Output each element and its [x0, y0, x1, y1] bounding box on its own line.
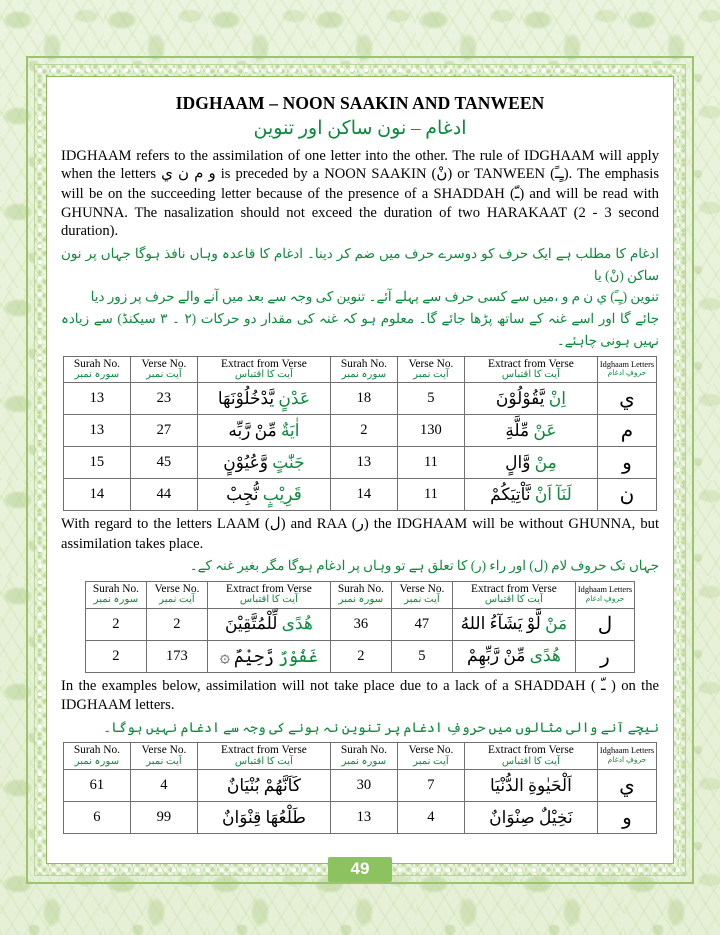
intro-text-5: ) and will be read with GHUNNA. The nasalization should not exceed the duration of two HARAKAAT (2 - 3 second duration). [61, 185, 659, 240]
cell-surah-right: 2 [330, 415, 397, 447]
cell-extract-left: طَلْعُهَا قِنْوَانٌ [197, 802, 330, 834]
col-header-idghaam-letters: Idghaam Letters حروفِ ادغام [597, 743, 656, 770]
cell-verse-right: 7 [397, 770, 464, 802]
cell-extract-right: عَنْ مِّلَّةِ [464, 415, 597, 447]
cell-surah-right: 13 [330, 447, 397, 479]
cell-verse-right: 47 [391, 608, 452, 640]
bottom-note-urdu: نیچے آنے والی مثالوں میں حروفِ ادغام پر تنوین نہ ہونے کی وجہ سے ادغام نہیں ہوگا۔ [103, 719, 659, 735]
intro-urdu-line-3: جائے گا اور اسے غنہ کے ساتھ پڑھا جائے گا۔ معلوم ہو کہ غنہ کی مقدار دو حرکات (۲ ۔ ۳ سیکنڈ) سے زیادہ نہیں ہونی چاہئے۔ [61, 311, 659, 348]
intro-paragraph-english [61, 147, 659, 241]
cell-surah-left: 2 [85, 608, 146, 640]
col-header-extract-left: Extract from Verse آیت کا اقتباس [207, 582, 330, 609]
cell-extract-right: مِنْ وَّالٍ [464, 447, 597, 479]
table-row [85, 608, 634, 640]
col-header-verse-right: Verse No. آیت نمبر [397, 743, 464, 770]
cell-extract-right: اِنْ يَّقُوْلُوْنَ [464, 383, 597, 415]
table-row [63, 802, 656, 834]
col-header-extract-right: Extract from Verse آیت کا اقتباس [464, 356, 597, 383]
idghaam-letters-inline: و م ن ي [161, 166, 216, 183]
cell-surah-left: 2 [85, 640, 146, 672]
cell-idghaam-letter: و [597, 447, 656, 479]
cell-verse-right: 5 [391, 640, 452, 672]
cell-extract-left: كَاَنَّهُمْ بُنْيَانٌ [197, 770, 330, 802]
cell-verse-left: 23 [130, 383, 197, 415]
decorative-frame-ornament-band [34, 64, 686, 876]
cell-extract-left: قَرِيْبٍ نُّجِبْ [197, 479, 330, 511]
laam-glyph: ل [269, 516, 281, 533]
cell-idghaam-letter: و [597, 802, 656, 834]
intro-text-2: is preceded by a NOON SAAKIN ( [215, 166, 437, 183]
cell-idghaam-letter: ل [575, 608, 634, 640]
cell-extract-left: غَفُوْرٌ رَّحِيْمٌ ۞ [207, 640, 330, 672]
table1-header [63, 356, 656, 383]
cell-surah-right: 2 [330, 640, 391, 672]
col-header-surah-right: Surah No. سورہ نمبر [330, 582, 391, 609]
mid-note-text-1: With regard to the letters LAAM ( [61, 516, 270, 533]
cell-extract-right: مَنْ لَّوْ يَشَآءُ اللهُ [452, 608, 575, 640]
mid-note-text-2: ) and RAA ( [280, 516, 357, 533]
col-header-verse-left: Verse No. آیت نمبر [130, 356, 197, 383]
table1-body [63, 383, 656, 511]
table2-header-row [85, 582, 634, 609]
cell-surah-left: 6 [63, 802, 130, 834]
mid-note-english [61, 515, 659, 553]
col-header-extract-left: Extract from Verse آیت کا اقتباس [197, 356, 330, 383]
table-row [85, 640, 634, 672]
examples-table-with-ghunna [63, 356, 657, 512]
cell-surah-right: 13 [330, 802, 397, 834]
mid-note-text-3: ) the IDGHAAM will be without GHUNNA, but assimilation takes place. [61, 516, 660, 552]
col-header-extract-right: Extract from Verse آیت کا اقتباس [464, 743, 597, 770]
cell-surah-left: 15 [63, 447, 130, 479]
table3-body [63, 770, 656, 834]
cell-verse-left: 44 [130, 479, 197, 511]
cell-surah-right: 18 [330, 383, 397, 415]
intro-urdu-line-2: تنوین (ـٍـً) ي ن م و ،میں سے کسی حرف سے پہلے آئے۔ تنوین کی وجہ سے بعد میں آنے والے حرف پر زور دیا [90, 289, 659, 305]
cell-idghaam-letter: ر [575, 640, 634, 672]
cell-verse-left: 2 [146, 608, 207, 640]
cell-verse-left: 173 [146, 640, 207, 672]
bottom-note-text-2: ) on the IDGHAAM letters. [61, 677, 660, 714]
cell-idghaam-letter: ي [597, 383, 656, 415]
noon-saakin-glyph: نْ [436, 166, 448, 183]
cell-extract-left: اٰيَةٌ مِّنْ رَّبِّه [197, 415, 330, 447]
cell-extract-right: نَخِيْلٌ صِنْوَانٌ [464, 802, 597, 834]
cell-surah-right: 14 [330, 479, 397, 511]
cell-surah-left: 13 [63, 415, 130, 447]
cell-verse-right: 11 [397, 447, 464, 479]
table-row [63, 447, 656, 479]
col-header-surah-right: Surah No. سورہ نمبر [330, 356, 397, 383]
table3-header-row [63, 743, 656, 770]
col-header-idghaam-letters: Idghaam Letters حروفِ ادغام [597, 356, 656, 383]
cell-extract-left: هُدًى لِّلْمُتَّقِيْنَ [207, 608, 330, 640]
bottom-note-english [61, 677, 659, 715]
table-row [63, 479, 656, 511]
col-header-verse-right: Verse No. آیت نمبر [391, 582, 452, 609]
table-row [63, 415, 656, 447]
cell-idghaam-letter: م [597, 415, 656, 447]
table3-header [63, 743, 656, 770]
page-number-badge: 49 [328, 857, 392, 882]
col-header-extract-left: Extract from Verse آیت کا اقتباس [197, 743, 330, 770]
cell-verse-right: 5 [397, 383, 464, 415]
decorative-frame-outer [26, 56, 694, 884]
cell-surah-left: 13 [63, 383, 130, 415]
table-row [63, 770, 656, 802]
cell-idghaam-letter: ي [597, 770, 656, 802]
cell-verse-left: 99 [130, 802, 197, 834]
cell-surah-left: 61 [63, 770, 130, 802]
tanween-glyph: ـٍـً [554, 166, 564, 183]
col-header-surah-left: Surah No. سورہ نمبر [63, 356, 130, 383]
intro-urdu-line-1: ادغام کا مطلب ہے ایک حرف کو دوسرے حرف میں ضم کر دینا۔ ادغام کا قاعدہ وہاں نافذ ہوگا جہاں پر نون ساکن (نْ) یا [61, 246, 659, 283]
mid-note-urdu: جہاں تک حروف لام (ل) اور راء (ر) کا تعلق ہے تو وہاں پر ادغام ہوگا مگر بغیر غنہ کے۔ [189, 558, 659, 574]
cell-idghaam-letter: ن [597, 479, 656, 511]
col-header-verse-left: Verse No. آیت نمبر [130, 743, 197, 770]
raa-glyph: ر [356, 516, 364, 533]
col-header-surah-right: Surah No. سورہ نمبر [330, 743, 397, 770]
cell-surah-right: 30 [330, 770, 397, 802]
bottom-note-text-1: In the examples below, assimilation will not take place due to a lack of a SHADDAH ( [61, 677, 602, 694]
cell-surah-left: 14 [63, 479, 130, 511]
cell-verse-right: 130 [397, 415, 464, 447]
shaddah-glyph: ـّ [601, 677, 606, 694]
intro-text-3: ) or TANWEEN ( [447, 166, 555, 183]
examples-table-without-ghunna [85, 581, 635, 673]
col-header-surah-left: Surah No. سورہ نمبر [85, 582, 146, 609]
intro-paragraph-urdu [61, 243, 659, 352]
intro-text-4: ). The emphasis will be on the succeeding letter because of the presence of a SHADDAH ( [61, 166, 660, 202]
cell-extract-right: اَلْحَيٰوةِ الدُّنْيَا [464, 770, 597, 802]
col-header-surah-left: Surah No. سورہ نمبر [63, 743, 130, 770]
cell-verse-right: 4 [397, 802, 464, 834]
shaddah-glyph: ـّ [514, 185, 520, 202]
page-title-english: IDGHAAM – NOON SAAKIN AND TANWEEN [175, 93, 545, 113]
cell-verse-left: 4 [130, 770, 197, 802]
col-header-idghaam-letters: Idghaam Letters حروفِ ادغام [575, 582, 634, 609]
cell-extract-right: هُدًى مِّنْ رَّبِّهِمْ [452, 640, 575, 672]
cell-verse-left: 27 [130, 415, 197, 447]
table2-body [85, 608, 634, 672]
cell-surah-right: 36 [330, 608, 391, 640]
table-row [63, 383, 656, 415]
col-header-extract-right: Extract from Verse آیت کا اقتباس [452, 582, 575, 609]
cell-extract-left: جَنّٰتٍ وَّعُيُوْنٍ [197, 447, 330, 479]
col-header-verse-right: Verse No. آیت نمبر [397, 356, 464, 383]
cell-verse-right: 11 [397, 479, 464, 511]
table2-header [85, 582, 634, 609]
col-header-verse-left: Verse No. آیت نمبر [146, 582, 207, 609]
page-content-area [46, 76, 674, 864]
page-title-urdu: ادغام – نون ساکن اور تنوین [253, 118, 467, 139]
cell-extract-right: لَنَآ اَنْ نَّاْتِيَكُمْ [464, 479, 597, 511]
examples-table-no-assimilation [63, 742, 657, 834]
cell-verse-left: 45 [130, 447, 197, 479]
cell-extract-left: عَدْنٍ يَّدْخُلُوْنَهَا [197, 383, 330, 415]
intro-text-1: IDGHAAM refers to the assimilation of one letter into the other. The rule of IDGHAAM will apply when the letters [61, 147, 659, 183]
table1-header-row [63, 356, 656, 383]
